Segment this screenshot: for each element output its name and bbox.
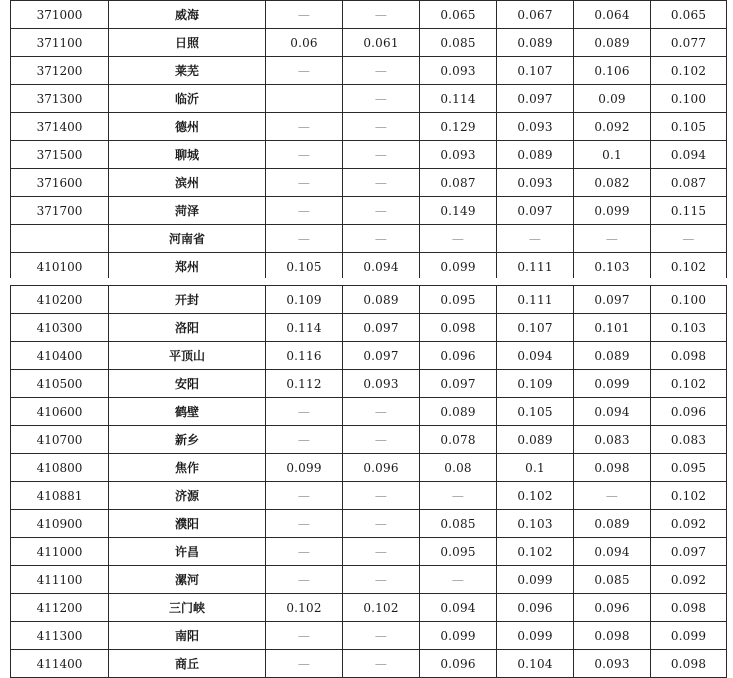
cell-code: 410881: [11, 482, 109, 510]
cell-value: 0.107: [497, 57, 574, 85]
table-row: [11, 169, 727, 197]
cell-value: —: [266, 510, 343, 538]
cell-value: 0.095: [420, 286, 497, 314]
table-row: [11, 342, 727, 370]
cell-value: 0.096: [420, 650, 497, 678]
cell-value: 0.102: [497, 482, 574, 510]
cell-value: 0.101: [574, 314, 651, 342]
cell-value: 0.096: [574, 594, 651, 622]
cell-code: 410900: [11, 510, 109, 538]
cell-value: 0.1: [497, 454, 574, 482]
cell-value: 0.099: [497, 566, 574, 594]
cell-value: 0.109: [266, 286, 343, 314]
table-row: [11, 510, 727, 538]
cell-city-name: 商丘: [109, 650, 266, 678]
cell-city-name: 许昌: [109, 538, 266, 566]
cell-value: 0.114: [266, 314, 343, 342]
cell-value: 0.097: [497, 197, 574, 225]
cell-value: 0.097: [343, 342, 420, 370]
cell-value: 0.106: [574, 57, 651, 85]
cell-value: —: [420, 225, 497, 253]
cell-value: —: [266, 225, 343, 253]
table-row: [11, 370, 727, 398]
cell-value: 0.107: [497, 314, 574, 342]
cell-code: [11, 225, 109, 253]
table-row: [11, 85, 727, 113]
data-table-lower: [10, 285, 727, 678]
cell-city-name: 德州: [109, 113, 266, 141]
cell-value: —: [343, 169, 420, 197]
table-row: [11, 538, 727, 566]
cell-city-name: 济源: [109, 482, 266, 510]
cell-value: —: [343, 538, 420, 566]
cell-value: 0.098: [574, 454, 651, 482]
cell-value: 0.098: [651, 650, 727, 678]
cell-value: 0.099: [574, 370, 651, 398]
cell-value: 0.111: [497, 286, 574, 314]
table-row: [11, 650, 727, 678]
cell-value: 0.087: [420, 169, 497, 197]
cell-value: 0.111: [497, 253, 574, 281]
cell-value: 0.104: [497, 650, 574, 678]
cell-value: 0.089: [497, 426, 574, 454]
cell-value: —: [266, 197, 343, 225]
cell-value: 0.099: [420, 253, 497, 281]
cell-value: 0.089: [420, 398, 497, 426]
cell-value: 0.102: [266, 594, 343, 622]
cell-code: 371500: [11, 141, 109, 169]
cell-value: 0.092: [651, 566, 727, 594]
cell-value: 0.114: [420, 85, 497, 113]
cell-value: 0.105: [651, 113, 727, 141]
cell-value: 0.095: [420, 538, 497, 566]
cell-value: 0.08: [420, 454, 497, 482]
cell-value: 0.093: [497, 113, 574, 141]
cell-code: 410400: [11, 342, 109, 370]
cell-value: 0.097: [343, 314, 420, 342]
table-row: [11, 141, 727, 169]
cell-value: 0.112: [266, 370, 343, 398]
cell-value: [266, 85, 343, 113]
cell-value: —: [343, 566, 420, 594]
table-row: [11, 454, 727, 482]
cell-code: 371700: [11, 197, 109, 225]
cell-city-name: 平顶山: [109, 342, 266, 370]
table-row: [11, 566, 727, 594]
cell-value: 0.100: [651, 85, 727, 113]
cell-value: 0.061: [343, 29, 420, 57]
cell-value: 0.102: [343, 594, 420, 622]
table-row: [11, 594, 727, 622]
cell-city-name: 鹤壁: [109, 398, 266, 426]
cell-city-name: 滨州: [109, 169, 266, 197]
cell-value: 0.096: [651, 398, 727, 426]
cell-value: 0.115: [651, 197, 727, 225]
cell-value: 0.089: [343, 286, 420, 314]
cell-value: —: [420, 482, 497, 510]
cell-code: 371200: [11, 57, 109, 85]
page-break: [0, 278, 733, 284]
cell-code: 410200: [11, 286, 109, 314]
cell-value: —: [574, 225, 651, 253]
cell-code: 410800: [11, 454, 109, 482]
table-row: [11, 29, 727, 57]
cell-value: 0.094: [574, 398, 651, 426]
cell-value: 0.078: [420, 426, 497, 454]
cell-value: 0.083: [651, 426, 727, 454]
cell-code: 371600: [11, 169, 109, 197]
cell-code: 411100: [11, 566, 109, 594]
cell-city-name: 莱芜: [109, 57, 266, 85]
cell-value: —: [651, 225, 727, 253]
cell-value: —: [266, 57, 343, 85]
table-row: [11, 1, 727, 29]
cell-value: 0.093: [343, 370, 420, 398]
cell-value: 0.094: [343, 253, 420, 281]
cell-value: —: [574, 482, 651, 510]
cell-value: 0.109: [497, 370, 574, 398]
cell-code: 371400: [11, 113, 109, 141]
cell-value: 0.098: [420, 314, 497, 342]
table-body-lower: [11, 286, 727, 678]
cell-code: 371100: [11, 29, 109, 57]
cell-code: 410600: [11, 398, 109, 426]
cell-city-name: 安阳: [109, 370, 266, 398]
cell-value: 0.095: [651, 454, 727, 482]
table-row: [11, 113, 727, 141]
cell-value: 0.102: [651, 57, 727, 85]
data-table-upper: [10, 0, 727, 281]
cell-value: 0.094: [497, 342, 574, 370]
table-row: [11, 225, 727, 253]
cell-value: 0.085: [420, 510, 497, 538]
cell-code: 411300: [11, 622, 109, 650]
cell-value: 0.098: [651, 342, 727, 370]
cell-city-name: 河南省: [109, 225, 266, 253]
cell-value: 0.085: [420, 29, 497, 57]
cell-value: —: [343, 85, 420, 113]
cell-value: 0.094: [651, 141, 727, 169]
cell-value: —: [266, 482, 343, 510]
cell-value: 0.09: [574, 85, 651, 113]
cell-value: —: [266, 538, 343, 566]
cell-value: 0.065: [420, 1, 497, 29]
cell-value: 0.087: [651, 169, 727, 197]
cell-code: 371300: [11, 85, 109, 113]
table-row: [11, 482, 727, 510]
cell-code: 411400: [11, 650, 109, 678]
cell-value: 0.103: [497, 510, 574, 538]
cell-value: 0.089: [574, 342, 651, 370]
cell-value: —: [343, 398, 420, 426]
cell-value: 0.099: [420, 622, 497, 650]
cell-code: 411000: [11, 538, 109, 566]
cell-value: —: [343, 650, 420, 678]
cell-value: 0.094: [420, 594, 497, 622]
cell-value: 0.093: [420, 141, 497, 169]
cell-value: —: [497, 225, 574, 253]
cell-value: 0.099: [497, 622, 574, 650]
cell-value: —: [343, 510, 420, 538]
table-row: [11, 197, 727, 225]
cell-value: —: [266, 566, 343, 594]
cell-city-name: 菏泽: [109, 197, 266, 225]
cell-value: 0.102: [651, 482, 727, 510]
cell-city-name: 聊城: [109, 141, 266, 169]
cell-value: 0.089: [574, 510, 651, 538]
cell-value: 0.096: [343, 454, 420, 482]
cell-value: 0.089: [574, 29, 651, 57]
cell-code: 411200: [11, 594, 109, 622]
cell-value: 0.094: [574, 538, 651, 566]
cell-value: 0.077: [651, 29, 727, 57]
cell-city-name: 日照: [109, 29, 266, 57]
table-row: [11, 57, 727, 85]
cell-value: —: [343, 426, 420, 454]
cell-value: 0.103: [651, 314, 727, 342]
cell-value: 0.099: [574, 197, 651, 225]
cell-code: 371000: [11, 1, 109, 29]
cell-code: 410100: [11, 253, 109, 281]
cell-value: —: [420, 566, 497, 594]
cell-code: 410300: [11, 314, 109, 342]
cell-city-name: 临沂: [109, 85, 266, 113]
cell-value: —: [343, 225, 420, 253]
cell-value: 0.097: [420, 370, 497, 398]
cell-value: —: [343, 141, 420, 169]
cell-city-name: 洛阳: [109, 314, 266, 342]
table-row: [11, 426, 727, 454]
cell-value: 0.102: [497, 538, 574, 566]
cell-code: 410500: [11, 370, 109, 398]
cell-value: 0.149: [420, 197, 497, 225]
cell-value: 0.098: [651, 594, 727, 622]
cell-city-name: 开封: [109, 286, 266, 314]
cell-value: 0.105: [266, 253, 343, 281]
cell-value: 0.065: [651, 1, 727, 29]
cell-value: 0.097: [651, 538, 727, 566]
cell-value: 0.100: [651, 286, 727, 314]
cell-city-name: 威海: [109, 1, 266, 29]
table-row: [11, 253, 727, 281]
cell-value: —: [266, 398, 343, 426]
cell-value: 0.093: [574, 650, 651, 678]
cell-value: 0.102: [651, 370, 727, 398]
cell-value: —: [266, 622, 343, 650]
table-row: [11, 314, 727, 342]
cell-city-name: 焦作: [109, 454, 266, 482]
cell-value: 0.092: [574, 113, 651, 141]
cell-value: 0.089: [497, 141, 574, 169]
cell-value: 0.089: [497, 29, 574, 57]
cell-value: —: [343, 482, 420, 510]
table-row: [11, 286, 727, 314]
cell-value: —: [266, 426, 343, 454]
cell-value: 0.092: [651, 510, 727, 538]
cell-value: —: [266, 169, 343, 197]
cell-value: 0.083: [574, 426, 651, 454]
cell-value: 0.096: [497, 594, 574, 622]
cell-value: —: [266, 1, 343, 29]
cell-value: 0.097: [497, 85, 574, 113]
cell-value: 0.097: [574, 286, 651, 314]
cell-city-name: 新乡: [109, 426, 266, 454]
cell-code: 410700: [11, 426, 109, 454]
cell-city-name: 濮阳: [109, 510, 266, 538]
cell-city-name: 漯河: [109, 566, 266, 594]
cell-value: 0.099: [266, 454, 343, 482]
cell-city-name: 南阳: [109, 622, 266, 650]
cell-city-name: 郑州: [109, 253, 266, 281]
cell-value: 0.06: [266, 29, 343, 57]
cell-value: 0.1: [574, 141, 651, 169]
cell-value: 0.098: [574, 622, 651, 650]
cell-value: 0.129: [420, 113, 497, 141]
cell-value: 0.102: [651, 253, 727, 281]
cell-value: 0.116: [266, 342, 343, 370]
cell-value: 0.082: [574, 169, 651, 197]
table-body-upper: [11, 1, 727, 281]
cell-value: 0.103: [574, 253, 651, 281]
cell-value: 0.099: [651, 622, 727, 650]
cell-value: —: [343, 622, 420, 650]
table-row: [11, 398, 727, 426]
cell-value: —: [266, 650, 343, 678]
cell-value: 0.105: [497, 398, 574, 426]
table-row: [11, 622, 727, 650]
cell-value: —: [343, 1, 420, 29]
cell-value: —: [343, 197, 420, 225]
cell-city-name: 三门峡: [109, 594, 266, 622]
cell-value: —: [266, 113, 343, 141]
cell-value: 0.067: [497, 1, 574, 29]
cell-value: —: [343, 57, 420, 85]
cell-value: 0.093: [420, 57, 497, 85]
cell-value: —: [266, 141, 343, 169]
cell-value: 0.064: [574, 1, 651, 29]
cell-value: 0.085: [574, 566, 651, 594]
cell-value: —: [343, 113, 420, 141]
cell-value: 0.093: [497, 169, 574, 197]
cell-value: 0.096: [420, 342, 497, 370]
